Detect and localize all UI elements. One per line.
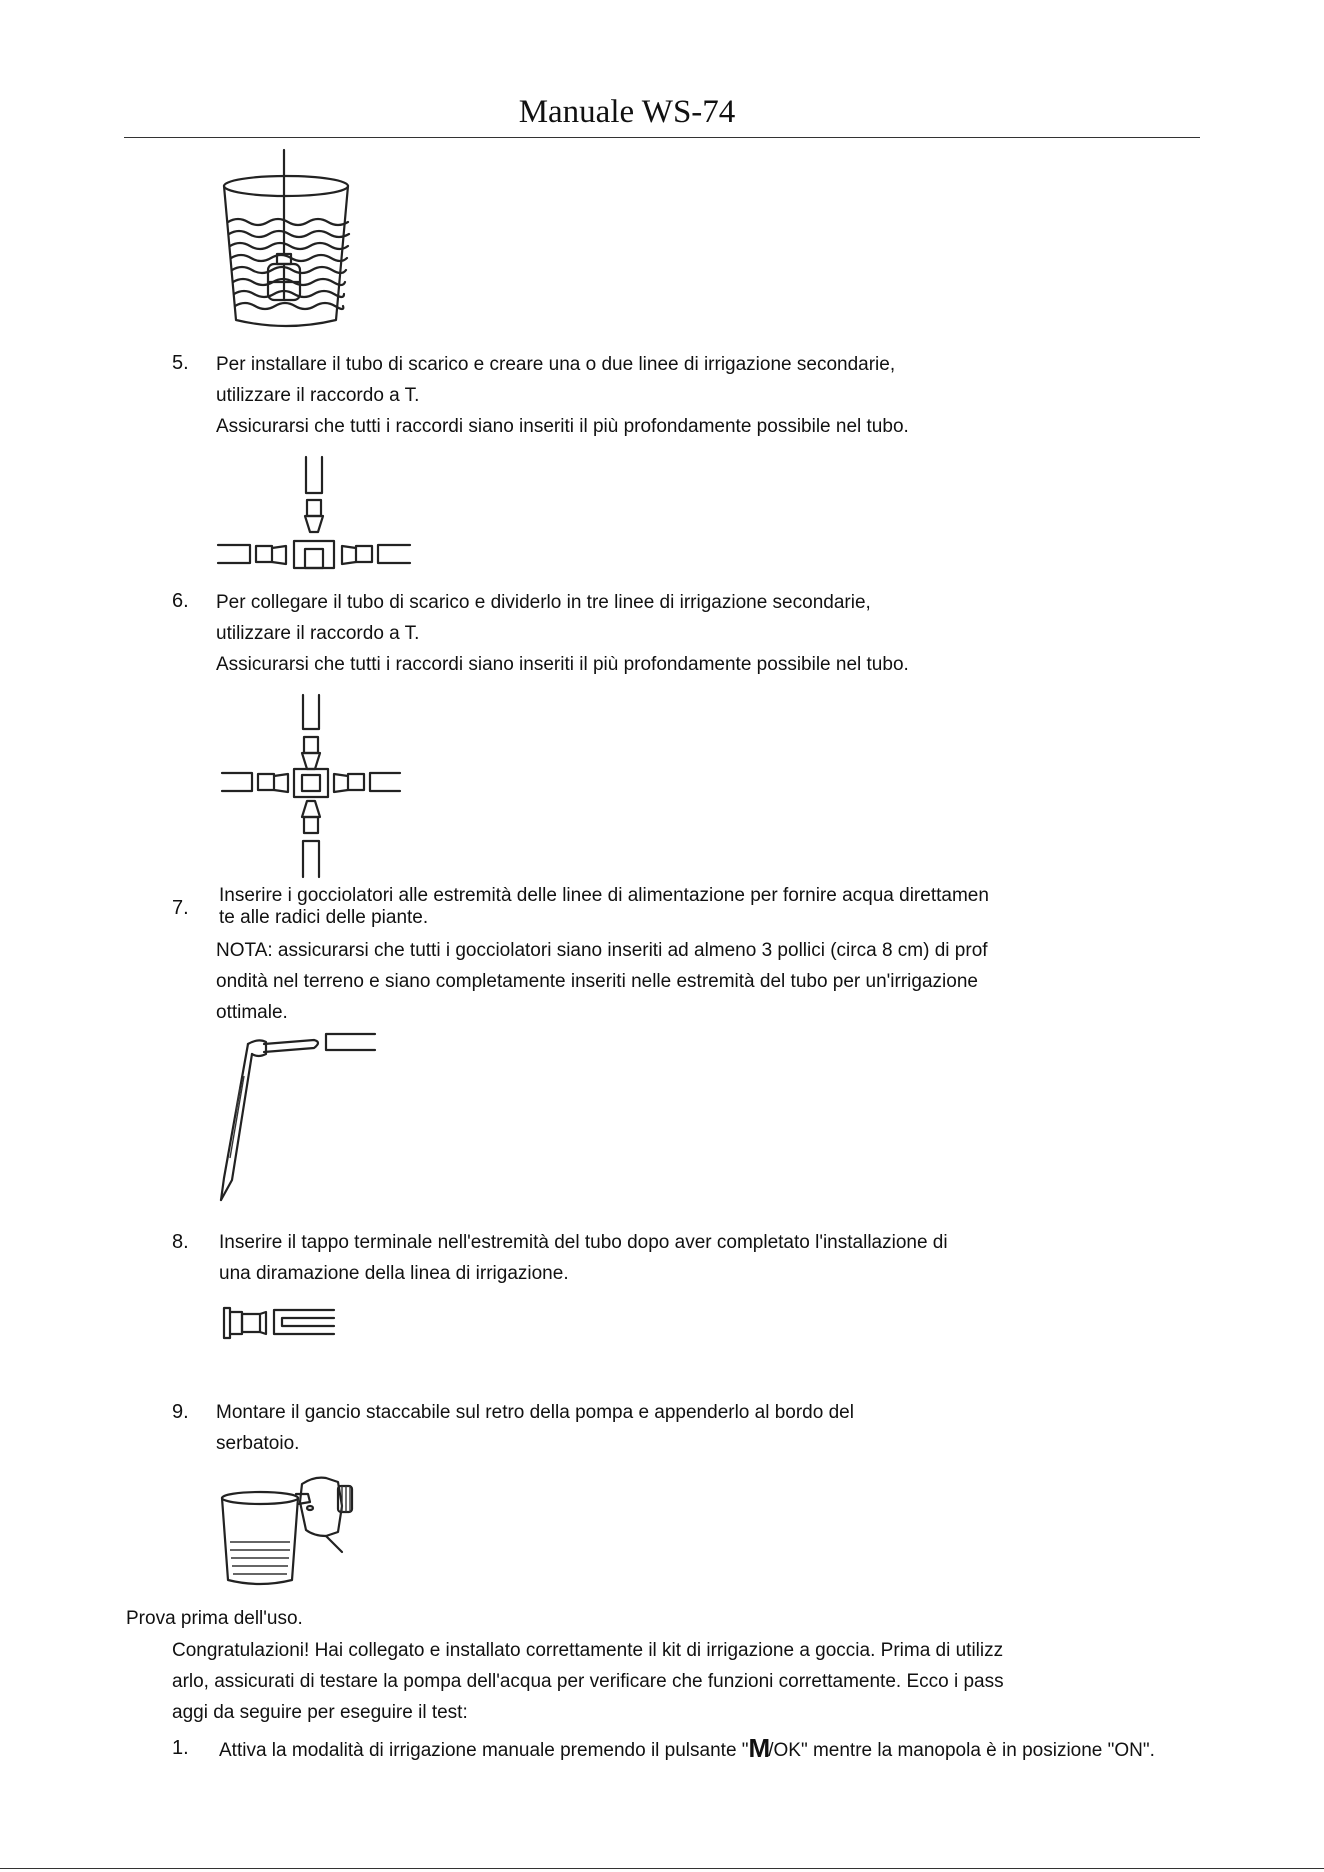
step-9-line-2: serbatoio. bbox=[216, 1433, 300, 1454]
header-divider bbox=[124, 137, 1200, 138]
step-6-number: 6. bbox=[172, 590, 189, 612]
step-8-number: 8. bbox=[172, 1231, 189, 1253]
step-5-line-3: Assicurarsi che tutti i raccordi siano inseriti il più profondamente possibile nel tubo. bbox=[216, 416, 909, 437]
test-intro-line-3: aggi da seguire per eseguire il test: bbox=[172, 1702, 468, 1723]
footer-divider bbox=[0, 1868, 1324, 1869]
step-7-number: 7. bbox=[172, 897, 189, 919]
pump-on-reservoir-illustration bbox=[218, 1472, 363, 1587]
step-7-note-line-1: NOTA: assicurarsi che tutti i gocciolatori siano inseriti ad almeno 3 pollici (circa 8 cm) di prof bbox=[216, 940, 988, 961]
step-5-line-1: Per installare il tubo di scarico e creare una o due linee di irrigazione secondarie, bbox=[216, 354, 896, 375]
step-8-line-2: una diramazione della linea di irrigazione. bbox=[219, 1263, 569, 1284]
step-7-note-line-2: ondità nel terreno e siano completamente inseriti nelle estremità del tubo per un'irrigazione bbox=[216, 971, 978, 992]
step-6-line-3: Assicurarsi che tutti i raccordi siano inseriti il più profondamente possibile nel tubo. bbox=[216, 654, 909, 675]
step-6-line-1: Per collegare il tubo di scarico e dividerlo in tre linee di irrigazione secondarie, bbox=[216, 592, 871, 613]
step-6-line-2: utilizzare il raccordo a T. bbox=[216, 623, 420, 644]
step-9-number: 9. bbox=[172, 1401, 189, 1423]
bucket-filter-illustration bbox=[218, 150, 353, 330]
test-step-1-text-before: Attiva la modalità di irrigazione manuale premendo il pulsante " bbox=[219, 1740, 749, 1761]
test-intro-line-1: Congratulazioni! Hai collegato e installato correttamente il kit di irrigazione a goccia. Prima di utilizz bbox=[172, 1640, 1004, 1661]
test-intro-line-2: arlo, assicurati di testare la pompa dell'acqua per verificare che funzioni correttamente. Ecco i pass bbox=[172, 1671, 1004, 1692]
step-5-line-2: utilizzare il raccordo a T. bbox=[216, 385, 420, 406]
manual-mode-icon: M bbox=[748, 1733, 769, 1763]
t-connector-illustration bbox=[214, 455, 414, 570]
step-7-note-line-3: ottimale. bbox=[216, 1002, 288, 1023]
test-section-heading: Prova prima dell'uso. bbox=[126, 1608, 303, 1629]
test-step-1-text-after: /OK" mentre la manopola è in posizione "ON". bbox=[768, 1740, 1155, 1761]
cross-connector-illustration bbox=[218, 693, 408, 878]
step-7-line-1: Inserire i gocciolatori alle estremità delle linee di alimentazione per fornire acqua direttamen bbox=[219, 885, 989, 906]
step-8-line-1: Inserire il tappo terminale nell'estremità del tubo dopo aver completato l'installazione di bbox=[219, 1232, 948, 1253]
page-title: Manuale WS-74 bbox=[518, 94, 736, 130]
dripper-illustration bbox=[218, 1028, 378, 1208]
end-cap-illustration bbox=[220, 1296, 340, 1356]
step-7-line-2: te alle radici delle piante. bbox=[219, 907, 429, 928]
step-9-line-1: Montare il gancio staccabile sul retro della pompa e appenderlo al bordo del bbox=[216, 1402, 854, 1423]
test-step-1-text bbox=[219, 1735, 1155, 1766]
step-5-number: 5. bbox=[172, 352, 189, 374]
test-step-1-number: 1. bbox=[172, 1737, 189, 1759]
